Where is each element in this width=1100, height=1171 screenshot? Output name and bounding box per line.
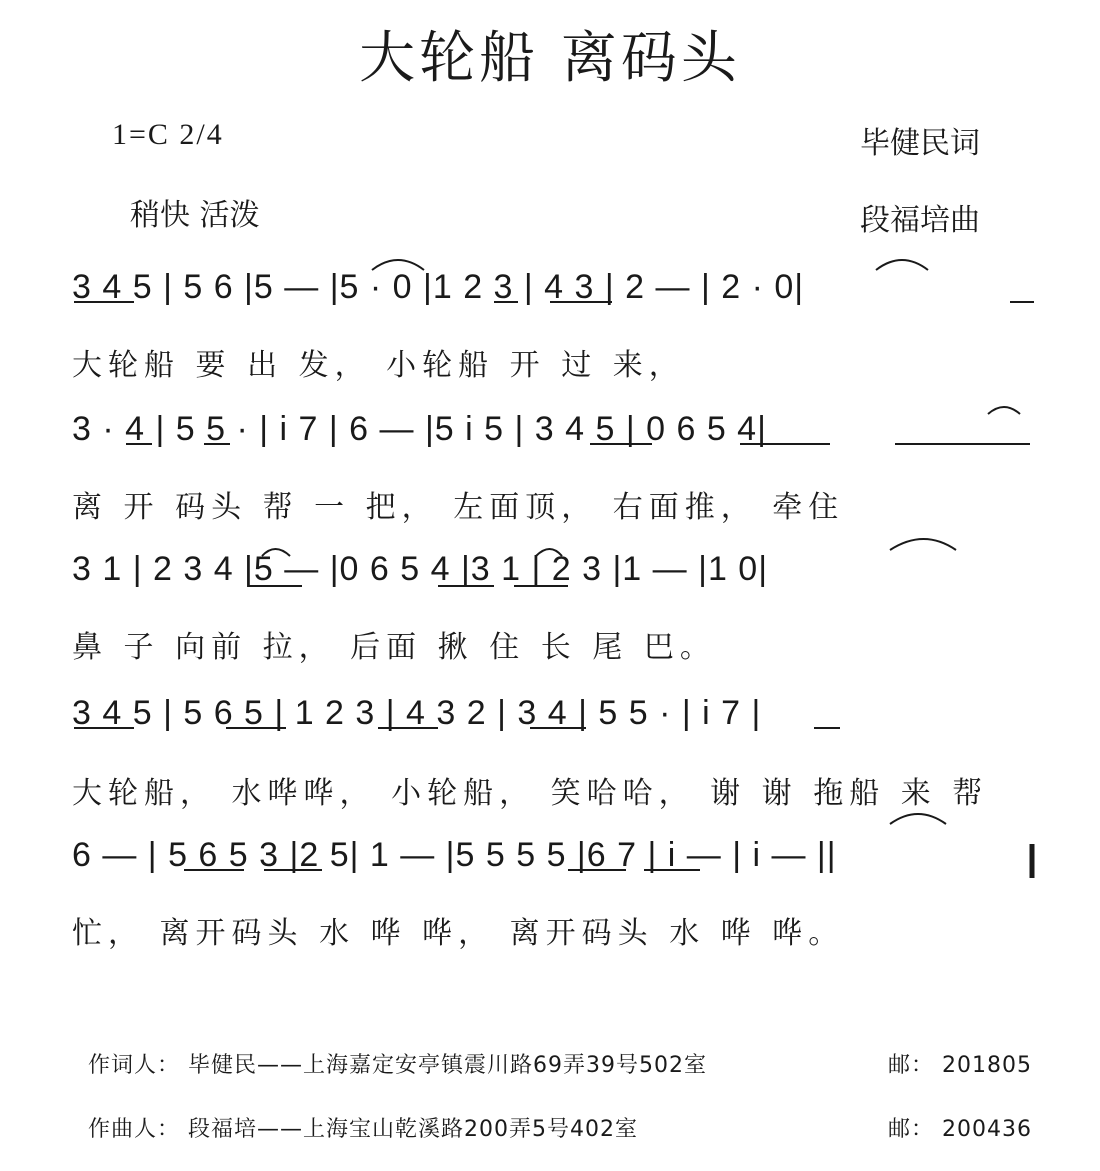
postal-label: 邮： bbox=[888, 1117, 935, 1142]
lyricist-postal bbox=[888, 1048, 1032, 1079]
lyric-row: 大轮船， 水哗哗， 小轮船， 笑哈哈， 谢 谢 拖船 来 帮 bbox=[72, 776, 989, 811]
lyric-row: 忙， 离开码头 水 哗 哗， 离开码头 水 哗 哗。 bbox=[72, 916, 845, 951]
notation-row: 3 4 5 | 5 6 5 | 1 2 3 | 4 3 2 | 3 4 | 5 5 · | i 7 | bbox=[72, 694, 762, 732]
postal-label: 邮： bbox=[888, 1053, 935, 1078]
lyric-row: 大轮船 要 出 发， 小轮船 开 过 来， bbox=[72, 348, 685, 383]
score-line-3 bbox=[0, 550, 1100, 620]
lyric-line-5 bbox=[0, 908, 1100, 978]
notation-row: 3 4 5 | 5 6 |5 — |5 · 0 |1 2 3 | 4 3 | 2 — | 2 · 0| bbox=[72, 268, 805, 306]
key-meter: 1=C 2/4 bbox=[112, 118, 224, 151]
credit-role: 作词人： bbox=[88, 1053, 181, 1078]
notation-row: 3 · 4 | 5 5 · | i 7 | 6 — |5 i 5 | 3 4 5 | 0 6 5 4| bbox=[72, 410, 767, 448]
notation-row: 3 1 | 2 3 4 |5 — |0 6 5 4 |3 1 | 2 3 |1 — |1 0| bbox=[72, 550, 769, 588]
lyric-line-4 bbox=[0, 768, 1100, 838]
lyric-line-3 bbox=[0, 622, 1100, 692]
postal-code: 201805 bbox=[942, 1053, 1032, 1078]
credit-role: 作曲人： bbox=[88, 1117, 181, 1142]
composer-address bbox=[88, 1112, 638, 1143]
tempo-marking: 稍快 活泼 bbox=[130, 198, 260, 233]
composer-postal bbox=[888, 1112, 1032, 1143]
lyric-line-2 bbox=[0, 482, 1100, 552]
song-title: 大轮船 离码头 bbox=[359, 26, 741, 91]
lyric-row: 鼻 子 向前 拉， 后面 揪 住 长 尾 巴。 bbox=[72, 630, 716, 665]
credit-text: 段福培——上海宝山乾溪路200弄5号402室 bbox=[188, 1117, 638, 1142]
lyric-line-1 bbox=[0, 340, 1100, 410]
lyricist-credit: 毕健民词 bbox=[860, 126, 980, 161]
composer-credit: 段福培曲 bbox=[860, 203, 980, 238]
notation-row: 6 — | 5 6 5 3 |2 5| 1 — |5 5 5 5 |6 7 | i — | i — || bbox=[72, 836, 837, 874]
postal-code: 200436 bbox=[942, 1117, 1032, 1142]
score-line-2 bbox=[0, 410, 1100, 480]
score-line-1 bbox=[0, 268, 1100, 338]
lyricist-address bbox=[88, 1048, 707, 1079]
score-line-5 bbox=[0, 836, 1100, 906]
score-line-4 bbox=[0, 694, 1100, 764]
lyric-row: 离 开 码头 帮 一 把， 左面顶， 右面推， 牵住 bbox=[72, 490, 845, 525]
credit-text: 毕健民——上海嘉定安亭镇震川路69弄39号502室 bbox=[188, 1053, 707, 1078]
